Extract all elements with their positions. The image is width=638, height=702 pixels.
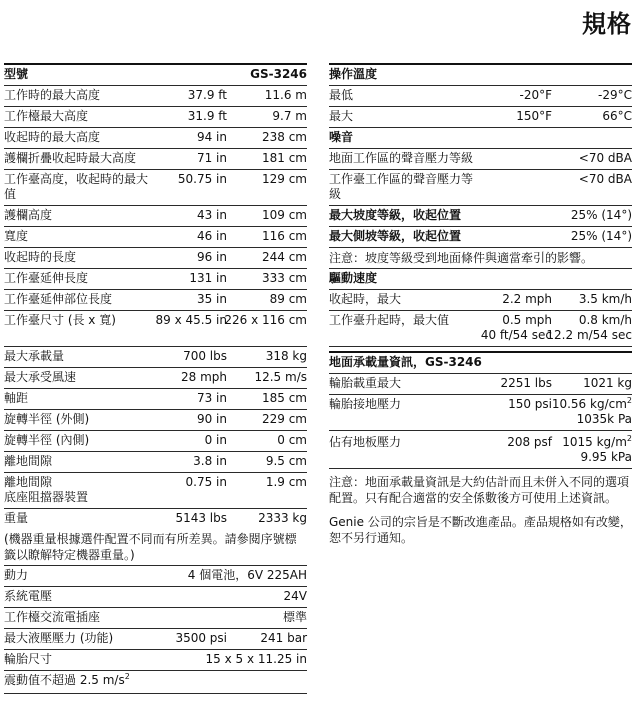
model-label: 型號 bbox=[4, 67, 29, 81]
spec-value-metric: 89 cm bbox=[269, 292, 307, 306]
vibration-row bbox=[4, 671, 307, 694]
genie-note: Genie 公司的宗旨是不斷改進產品。產品規格如有改變，恕不另行通知。 bbox=[329, 515, 632, 545]
spec-label: 系統電壓 bbox=[4, 589, 53, 603]
spec-value-metric: 9.7 m bbox=[272, 109, 307, 123]
tire-contact-row: 輪胎接地壓力 150 psi 10.56 $kg/cm^2$ 1035k Pa bbox=[329, 395, 632, 431]
spec-value: 25% (14°) bbox=[570, 208, 632, 222]
spec-value-metric: 244 cm bbox=[261, 250, 307, 264]
slope-note: 注意：坡度等級受到地面條件與適當牽引的影響。 bbox=[329, 248, 632, 269]
model-header-row bbox=[4, 63, 307, 86]
hydraulic-row bbox=[4, 629, 307, 650]
spec-value-metric: 318 kg bbox=[265, 349, 307, 363]
spec-label: 護欄高度 bbox=[4, 208, 53, 222]
vibration-label: 震動值不超過 2.5 $m/s^2$ bbox=[4, 672, 130, 687]
temperature-heading: 操作溫度 bbox=[329, 63, 632, 86]
noise-row bbox=[329, 149, 632, 170]
spec-value-imperial: -20°F bbox=[519, 88, 552, 102]
spec-row bbox=[4, 107, 307, 128]
spec-value-imperial: 90 in bbox=[196, 412, 227, 426]
spec-label: 軸距 bbox=[4, 391, 29, 405]
spec-value-metric: 12.5 m/s bbox=[254, 370, 307, 384]
spec-label: 最大坡度等級，收起位置 bbox=[329, 208, 462, 222]
spec-row bbox=[4, 311, 307, 347]
floor-loading-heading: 地面承載量資訊，GS-3246 bbox=[329, 351, 632, 374]
spec-label: 工作臺延伸長度 bbox=[4, 271, 89, 285]
spec-label: 工作臺高度，收起時的最大值 bbox=[4, 172, 149, 201]
spec-label: 最大承載量 bbox=[4, 349, 65, 363]
spec-label: 離地間隙 底座阻擋器裝置 bbox=[4, 475, 89, 504]
spec-row bbox=[4, 86, 307, 107]
spec-label: 動力 bbox=[4, 568, 29, 582]
spec-value-imperial: 31.9 ft bbox=[187, 109, 227, 123]
spec-label: 工作臺延伸部位長度 bbox=[4, 292, 113, 306]
tire-size-row bbox=[4, 650, 307, 671]
spec-value-metric: 1.9 cm bbox=[265, 475, 307, 489]
right-spec-table bbox=[329, 63, 632, 548]
occupied-floor-row: 佔有地板壓力 208 psf 1015 $kg/m^2$ 9.95 kPa bbox=[329, 433, 632, 469]
spec-value-imperial: 43 in bbox=[196, 208, 227, 222]
spec-value-imperial: 150°F bbox=[516, 109, 552, 123]
spec-row bbox=[4, 347, 307, 368]
spec-value: <70 dBA bbox=[578, 172, 632, 186]
temperature-row bbox=[329, 107, 632, 128]
spec-label: 旋轉半徑 (外側) bbox=[4, 412, 90, 426]
spec-row bbox=[4, 431, 307, 452]
spec-label: 收起時的長度 bbox=[4, 250, 77, 264]
weight-note: (機器重量根據選件配置不同而有所差異。請參閱序號標籤以瞭解特定機器重量。) bbox=[4, 529, 307, 566]
spec-label: 最大側坡等級，收起位置 bbox=[329, 229, 462, 243]
model-value: GS-3246 bbox=[250, 67, 307, 81]
spec-row bbox=[4, 290, 307, 311]
hydraulic-label: 最大液壓壓力 (功能) bbox=[4, 631, 114, 645]
spec-label: 寬度 bbox=[4, 229, 29, 243]
spec-row bbox=[4, 608, 307, 629]
spec-row bbox=[4, 206, 307, 227]
spec-value-imperial: 37.9 ft bbox=[187, 88, 227, 102]
weight-label: 重量 bbox=[4, 511, 29, 525]
spec-label: 收起時的最大高度 bbox=[4, 130, 101, 144]
noise-rows bbox=[329, 149, 632, 206]
spec-value-imperial: 3.8 in bbox=[193, 454, 227, 468]
spec-row bbox=[4, 410, 307, 431]
spec-row bbox=[4, 473, 307, 509]
temperature-rows bbox=[329, 86, 632, 128]
spec-value-imperial: 700 lbs bbox=[183, 349, 227, 363]
tire-size-value: 15 x 5 x 11.25 in bbox=[205, 652, 307, 666]
spec-value-metric: 333 cm bbox=[261, 271, 307, 285]
spec-value-imperial: 0.75 in bbox=[185, 475, 227, 489]
hydraulic-value-metric: 241 bar bbox=[260, 631, 307, 645]
spec-label: 最低 bbox=[329, 88, 354, 102]
spec-value-imperial: 71 in bbox=[196, 151, 227, 165]
left-spec-table bbox=[4, 63, 307, 694]
slope-row bbox=[329, 206, 632, 227]
spec-label: 工作檯最大高度 bbox=[4, 109, 89, 123]
spec-value-imperial: 73 in bbox=[196, 391, 227, 405]
spec-row bbox=[4, 389, 307, 410]
spec-value-metric: 129 cm bbox=[261, 172, 307, 186]
weight-row bbox=[4, 509, 307, 529]
spec-label: 護欄折疊收起時最大高度 bbox=[4, 151, 137, 165]
dimension-rows bbox=[4, 86, 307, 509]
spec-row bbox=[4, 149, 307, 170]
spec-label: 工作臺工作區的聲音壓力等級 bbox=[329, 172, 474, 201]
weight-value-imperial: 5143 lbs bbox=[175, 511, 227, 525]
spec-value-imperial: 89 x 45.5 in bbox=[155, 313, 227, 327]
speed-raised-row: 工作臺升起時，最大值 0.5 mph 40 ft/54 sec 0.8 km/h 12.2 m/54 sec bbox=[329, 311, 632, 347]
spec-value-imperial: 0 in bbox=[204, 433, 227, 447]
spec-row bbox=[4, 128, 307, 149]
spec-label: 工作時的最大高度 bbox=[4, 88, 101, 102]
spec-value-metric: 11.6 m bbox=[264, 88, 307, 102]
slope-row bbox=[329, 227, 632, 248]
tire-size-label: 輪胎尺寸 bbox=[4, 652, 53, 666]
spec-value: <70 dBA bbox=[578, 151, 632, 165]
weight-value-metric: 2333 kg bbox=[258, 511, 307, 525]
noise-heading: 噪音 bbox=[329, 128, 632, 149]
drive-speed-heading: 驅動速度 bbox=[329, 269, 632, 290]
slope-rows bbox=[329, 206, 632, 248]
spec-value: 25% (14°) bbox=[570, 229, 632, 243]
spec-label: 地面工作區的聲音壓力等級 bbox=[329, 151, 474, 165]
spec-label: 最大承受風速 bbox=[4, 370, 77, 384]
spec-value-imperial: 96 in bbox=[196, 250, 227, 264]
spec-value-imperial: 94 in bbox=[196, 130, 227, 144]
spec-row bbox=[4, 227, 307, 248]
spec-label: 最大 bbox=[329, 109, 354, 123]
spec-value: 4 個電池，6V 225AH bbox=[187, 568, 307, 582]
spec-row bbox=[4, 368, 307, 389]
spec-value-metric: -29°C bbox=[598, 88, 632, 102]
spec-row bbox=[4, 170, 307, 206]
floor-note: 注意：地面承載量資訊是大約估計而且未併入不同的選項配置。只有配合適當的安全係數後方可使用上述資訊。 bbox=[329, 475, 630, 505]
spec-row bbox=[4, 566, 307, 587]
spec-value-metric: 116 cm bbox=[261, 229, 307, 243]
spec-value-metric: 0 cm bbox=[277, 433, 307, 447]
spec-value-imperial: 46 in bbox=[196, 229, 227, 243]
spec-row bbox=[4, 452, 307, 473]
spec-value-imperial: 131 in bbox=[189, 271, 227, 285]
spec-value-imperial: 50.75 in bbox=[177, 172, 227, 186]
spec-value: 24V bbox=[283, 589, 307, 603]
page-title: 規格 bbox=[582, 10, 632, 38]
spec-row bbox=[4, 269, 307, 290]
temperature-row bbox=[329, 86, 632, 107]
spec-row bbox=[4, 248, 307, 269]
spec-value-metric: 238 cm bbox=[261, 130, 307, 144]
noise-row bbox=[329, 170, 632, 206]
hydraulic-value-imperial: 3500 psi bbox=[175, 631, 227, 645]
spec-value-metric: 66°C bbox=[602, 109, 632, 123]
spec-value-metric: 109 cm bbox=[261, 208, 307, 222]
spec-row bbox=[4, 587, 307, 608]
spec-value-imperial: 35 in bbox=[196, 292, 227, 306]
spec-value-imperial: 28 mph bbox=[181, 370, 227, 384]
spec-value-metric: 181 cm bbox=[261, 151, 307, 165]
wheel-load-row: 輪胎載重最大 2251 lbs 1021 kg bbox=[329, 374, 632, 395]
spec-label: 旋轉半徑 (內側) bbox=[4, 433, 90, 447]
spec-label: 離地間隙 bbox=[4, 454, 53, 468]
spec-value-metric: 229 cm bbox=[261, 412, 307, 426]
spec-label: 工作臺尺寸 (長 x 寬) bbox=[4, 313, 116, 327]
spec-value-metric: 9.5 cm bbox=[265, 454, 307, 468]
spec-label: 工作檯交流電插座 bbox=[4, 610, 101, 624]
spec-value: 標準 bbox=[282, 610, 307, 624]
power-rows bbox=[4, 566, 307, 629]
spec-value-metric: 185 cm bbox=[261, 391, 307, 405]
spec-value-metric: 226 x 116 cm bbox=[224, 313, 307, 327]
speed-stowed-row: 收起時，最大 2.2 mph 3.5 km/h bbox=[329, 290, 632, 311]
